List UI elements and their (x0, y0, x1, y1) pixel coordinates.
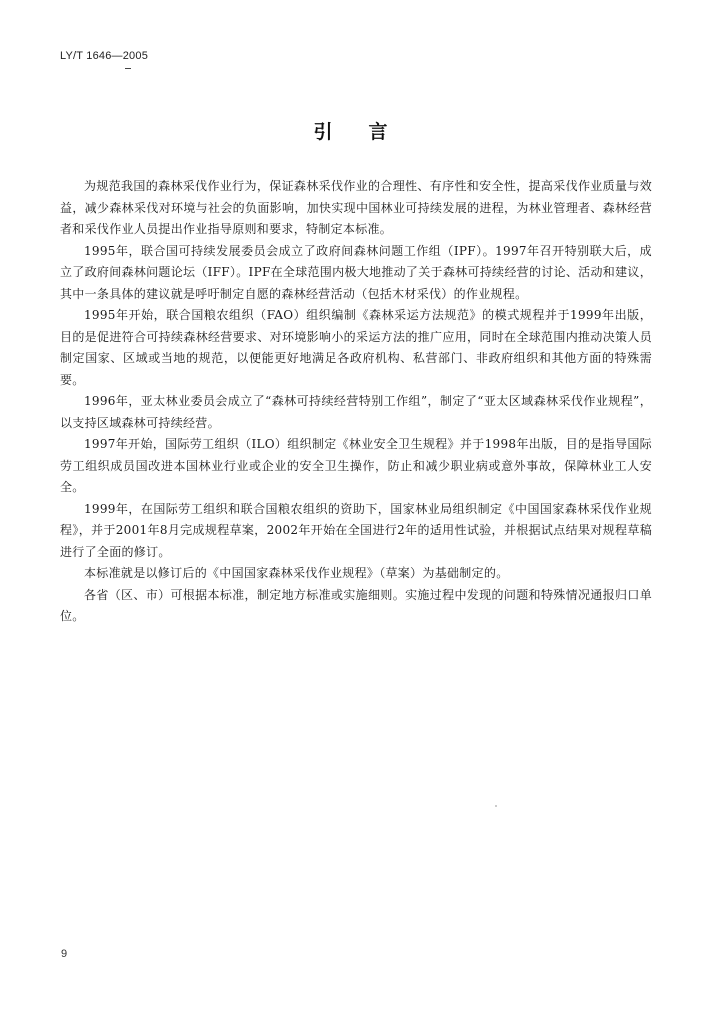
standard-code: LY/T 1646—2005 (60, 50, 149, 62)
paragraph: 本标准就是以修订后的《中国国家森林采伐作业规程》（草案）为基础制定的。 (84, 566, 509, 580)
paragraph: 1995年开始，联合国粮农组织（FAO）组织编制《森林采运方法规范》的模式规程并于1999年出版，目的是促进符合可持续森林经营要求、对环境影响小的采运方法的推广应用，同时在全球范围内推动决策人员制定国家、区域或当地的规范，以便能更好地满足各政府机构、私营部门、非政府组织和其他方面的特殊需要。 (60, 308, 652, 387)
paragraph: 1996年，亚太林业委员会成立了“森林可持续经营特别工作组”，制定了“亚太区域森林采伐作业规程”，以支持区域森林可持续经营。 (60, 394, 652, 430)
paragraph: 1997年开始，国际劳工组织（ILO）组织制定《林业安全卫生规程》并于1998年出版，目的是指导国际劳工组织成员国改进本国林业行业或企业的安全卫生操作，防止和减少职业病或意外事故，保障林业工人安全。 (60, 437, 652, 494)
paragraph: 1999年，在国际劳工组织和联合国粮农组织的资助下，国家林业局组织制定《中国国家森林采伐作业规程》，并于2001年8月完成规程草案，2002年开始在全国进行2年的适用性试验，并根据试点结果对规程草稿进行了全面的修订。 (60, 501, 652, 559)
page-title: 引言 (313, 121, 424, 143)
page-number: 9 (61, 948, 68, 960)
scan-speck (495, 805, 497, 807)
header-mark (125, 68, 131, 69)
paragraph: 为规范我国的森林采伐作业行为，保证森林采伐作业的合理性、有序性和安全性，提高采伐作业质量与效益，减少森林采伐对环境与社会的负面影响，加快实现中国林业可持续发展的进程，为林业管理者、森林经营者和采伐作业人员提出作业指导原则和要求，特制定本标准。 (60, 179, 652, 236)
body-text (60, 176, 652, 628)
paragraph: 各省（区、市）可根据本标准，制定地方标准或实施细则。实施过程中发现的问题和特殊情况通报归口单位。 (60, 587, 652, 623)
paragraph: 1995年，联合国可持续发展委员会成立了政府间森林问题工作组（IPF）。1997年召开特别联大后，成立了政府间森林问题论坛（IFF）。IPF在全球范围内极大地推动了关于森林可持续经营的讨论、活动和建议，其中一条具体的建议就是呼吁制定自愿的森林经营活动（包括木材采伐）的作业规程。 (60, 243, 652, 301)
